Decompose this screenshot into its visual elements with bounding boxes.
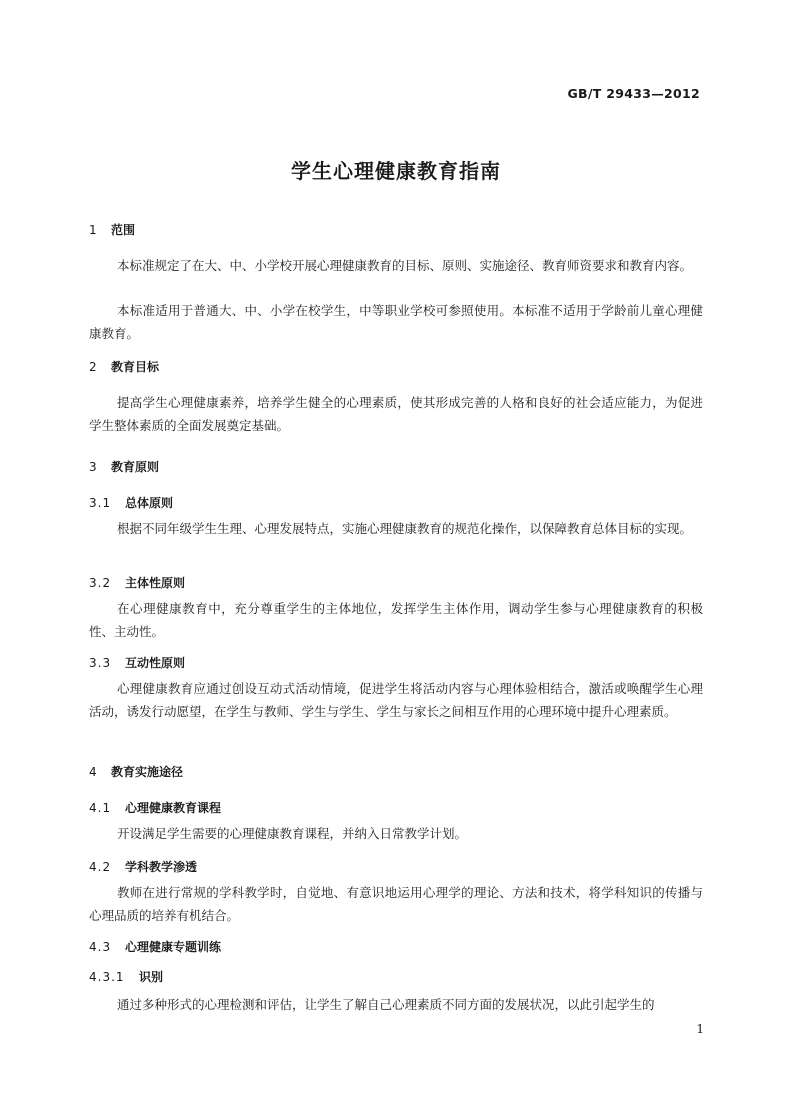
section-heading-4-2 (89, 858, 197, 875)
section-number: 4.1 (89, 801, 112, 815)
section-label: 教育目标 (111, 360, 160, 374)
paragraph-principle-interactive: 心理健康教育应通过创设互动式活动情境，促进学生将活动内容与心理体验相结合，激活或唤醒学生心理活动，诱发行动愿望，在学生与教师、学生与学生、学生与家长之间相互作用的心理环境中提升心理素质。 (89, 681, 703, 719)
section-number: 4.2 (89, 860, 112, 874)
section-number: 3.2 (89, 576, 112, 590)
section-heading-2 (89, 358, 159, 375)
section-number: 1 (89, 223, 98, 237)
paragraph-course: 开设满足学生需要的心理健康教育课程，并纳入日常教学计划。 (117, 826, 468, 841)
section-heading-4-3-1 (89, 968, 163, 985)
section-number: 4 (89, 765, 98, 779)
section-label: 范围 (111, 223, 136, 237)
section-label: 总体原则 (125, 496, 174, 510)
section-label: 心理健康教育课程 (125, 801, 222, 815)
section-number: 3 (89, 460, 98, 474)
page-number: 1 (696, 1022, 704, 1036)
section-heading-3-1 (89, 494, 173, 511)
section-heading-4 (89, 763, 183, 780)
paragraph-goal: 提高学生心理健康素养，培养学生健全的心理素质，使其形成完善的人格和良好的社会适应能力，为促进学生整体素质的全面发展奠定基础。 (89, 395, 703, 433)
section-heading-3 (89, 458, 159, 475)
paragraph-subject-teaching: 教师在进行常规的学科教学时，自觉地、有意识地运用心理学的理论、方法和技术，将学科知识的传播与心理品质的培养有机结合。 (89, 885, 703, 923)
section-heading-4-3 (89, 938, 221, 955)
section-label: 识别 (139, 970, 164, 984)
section-number: 3.3 (89, 656, 112, 670)
standard-code: GB/T 29433—2012 (567, 86, 700, 101)
paragraph-principle-subject: 在心理健康教育中，充分尊重学生的主体地位，发挥学生主体作用，调动学生参与心理健康教育的积极性、主动性。 (89, 601, 703, 639)
section-heading-3-2 (89, 574, 185, 591)
paragraph-scope-1: 本标准规定了在大、中、小学校开展心理健康教育的目标、原则、实施途径、教育师资要求和教育内容。 (117, 258, 693, 273)
section-heading-3-3 (89, 654, 185, 671)
section-heading-4-1 (89, 799, 221, 816)
paragraph-identification: 通过多种形式的心理检测和评估，让学生了解自己心理素质不同方面的发展状况，以此引起学生的 (117, 997, 655, 1012)
section-label: 心理健康专题训练 (125, 940, 222, 954)
section-label: 主体性原则 (125, 576, 186, 590)
section-label: 教育原则 (111, 460, 160, 474)
section-label: 教育实施途径 (111, 765, 184, 779)
section-label: 学科教学渗透 (125, 860, 198, 874)
section-number: 3.1 (89, 496, 112, 510)
section-number: 4.3.1 (89, 970, 125, 984)
document-title: 学生心理健康教育指南 (291, 159, 501, 183)
section-number: 2 (89, 360, 98, 374)
section-label: 互动性原则 (125, 656, 186, 670)
section-heading-1 (89, 221, 135, 238)
section-number: 4.3 (89, 940, 112, 954)
paragraph-principle-overall: 根据不同年级学生生理、心理发展特点，实施心理健康教育的规范化操作，以保障教育总体目标的实现。 (117, 521, 693, 536)
paragraph-scope-2: 本标准适用于普通大、中、小学在校学生，中等职业学校可参照使用。本标准不适用于学龄前儿童心理健康教育。 (89, 303, 703, 341)
